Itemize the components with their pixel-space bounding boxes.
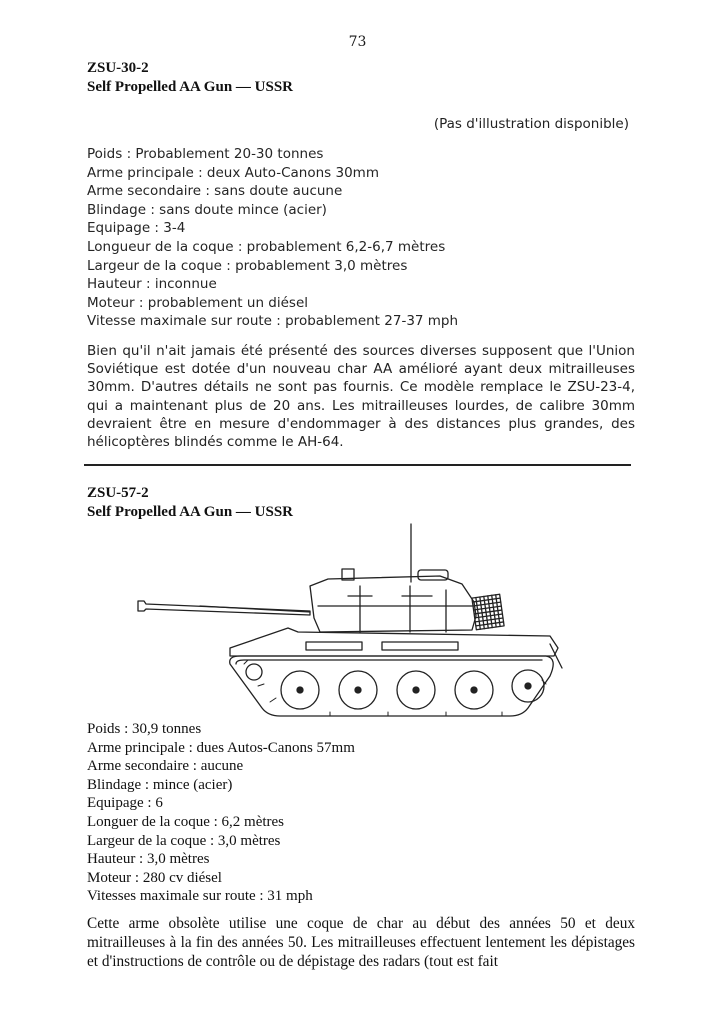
spec-height: Hauteur : 3,0 mètres <box>87 851 210 868</box>
section-2-spec-list <box>87 720 355 906</box>
page-number: 73 <box>348 34 367 50</box>
spec-max-road-speed: Vitesses maximale sur route : 31 mph <box>87 888 313 905</box>
spec-hull-width: Largeur de la coque : 3,0 mètres <box>87 832 281 849</box>
spec-main-armament: Arme principale : deux Auto-Canons 30mm <box>87 164 379 181</box>
spec-weight: Poids : 30,9 tonnes <box>87 721 202 737</box>
track <box>230 656 553 716</box>
section-divider <box>84 464 631 466</box>
gun-barrel <box>138 601 310 615</box>
section-1-spec-list <box>87 145 458 331</box>
turret <box>310 576 476 632</box>
section-2-code: ZSU-57-2 <box>87 485 149 501</box>
section-1-description: Bien qu'il n'ait jamais été présenté des sources diverses supposent que l'Union Soviétique est dotée d'un nouveau char AA amélioré ayant deux mitrailleuses 30mm. D'autres détails ne sont pas fournis. Ce modèle remplace le ZSU-23-4, qui a maintenant plus de 20 ans. Les mitrailleuses lourdes, de calibre 30mm devraient être en mesure d'endommager à des distances plus grandes, des hélicoptères blindés comme le AH-64. <box>87 343 635 451</box>
spec-armor: Blindage : mince (acier) <box>87 776 233 793</box>
spec-engine: Moteur : probablement un diésel <box>87 294 309 311</box>
spec-hull-length: Longueur de la coque : probablement 6,2-6,7 mètres <box>87 238 446 255</box>
section-2-description: Cette arme obsolète utilise une coque de char au début des années 50 et deux mitrailleuses à la fin des années 50. Les mitrailleuses effectuent lentement les dépistages et d'instructions de contrôle ou de dépistage des radars (tout est fait <box>87 915 635 970</box>
illustration-unavailable-note: (Pas d'illustration disponible) <box>433 116 629 132</box>
spec-hull-length: Longuer de la coque : 6,2 mètres <box>87 813 285 830</box>
spec-crew: Equipage : 3-4 <box>87 220 186 237</box>
spec-weight: Poids : Probablement 20-30 tonnes <box>87 146 324 162</box>
spec-crew: Equipage : 6 <box>87 795 163 812</box>
idler-wheel <box>246 664 262 680</box>
spec-max-road-speed: Vitesse maximale sur route : probablement 27-37 mph <box>87 313 459 330</box>
spec-secondary-armament: Arme secondaire : sans doute aucune <box>87 183 343 200</box>
section-2-subtitle: Self Propelled AA Gun — USSR <box>87 504 294 520</box>
section-1-code: ZSU-30-2 <box>87 60 149 76</box>
tank-illustration <box>110 520 570 720</box>
spec-main-armament: Arme principale : dues Autos-Canons 57mm <box>87 739 355 756</box>
spec-height: Hauteur : inconnue <box>87 276 217 293</box>
spec-armor: Blindage : sans doute mince (acier) <box>87 201 327 218</box>
spec-secondary-armament: Arme secondaire : aucune <box>87 758 244 775</box>
spec-hull-width: Largeur de la coque : probablement 3,0 mètres <box>87 257 408 274</box>
section-1-subtitle: Self Propelled AA Gun — USSR <box>87 79 294 95</box>
spec-engine: Moteur : 280 cv diésel <box>87 869 222 886</box>
